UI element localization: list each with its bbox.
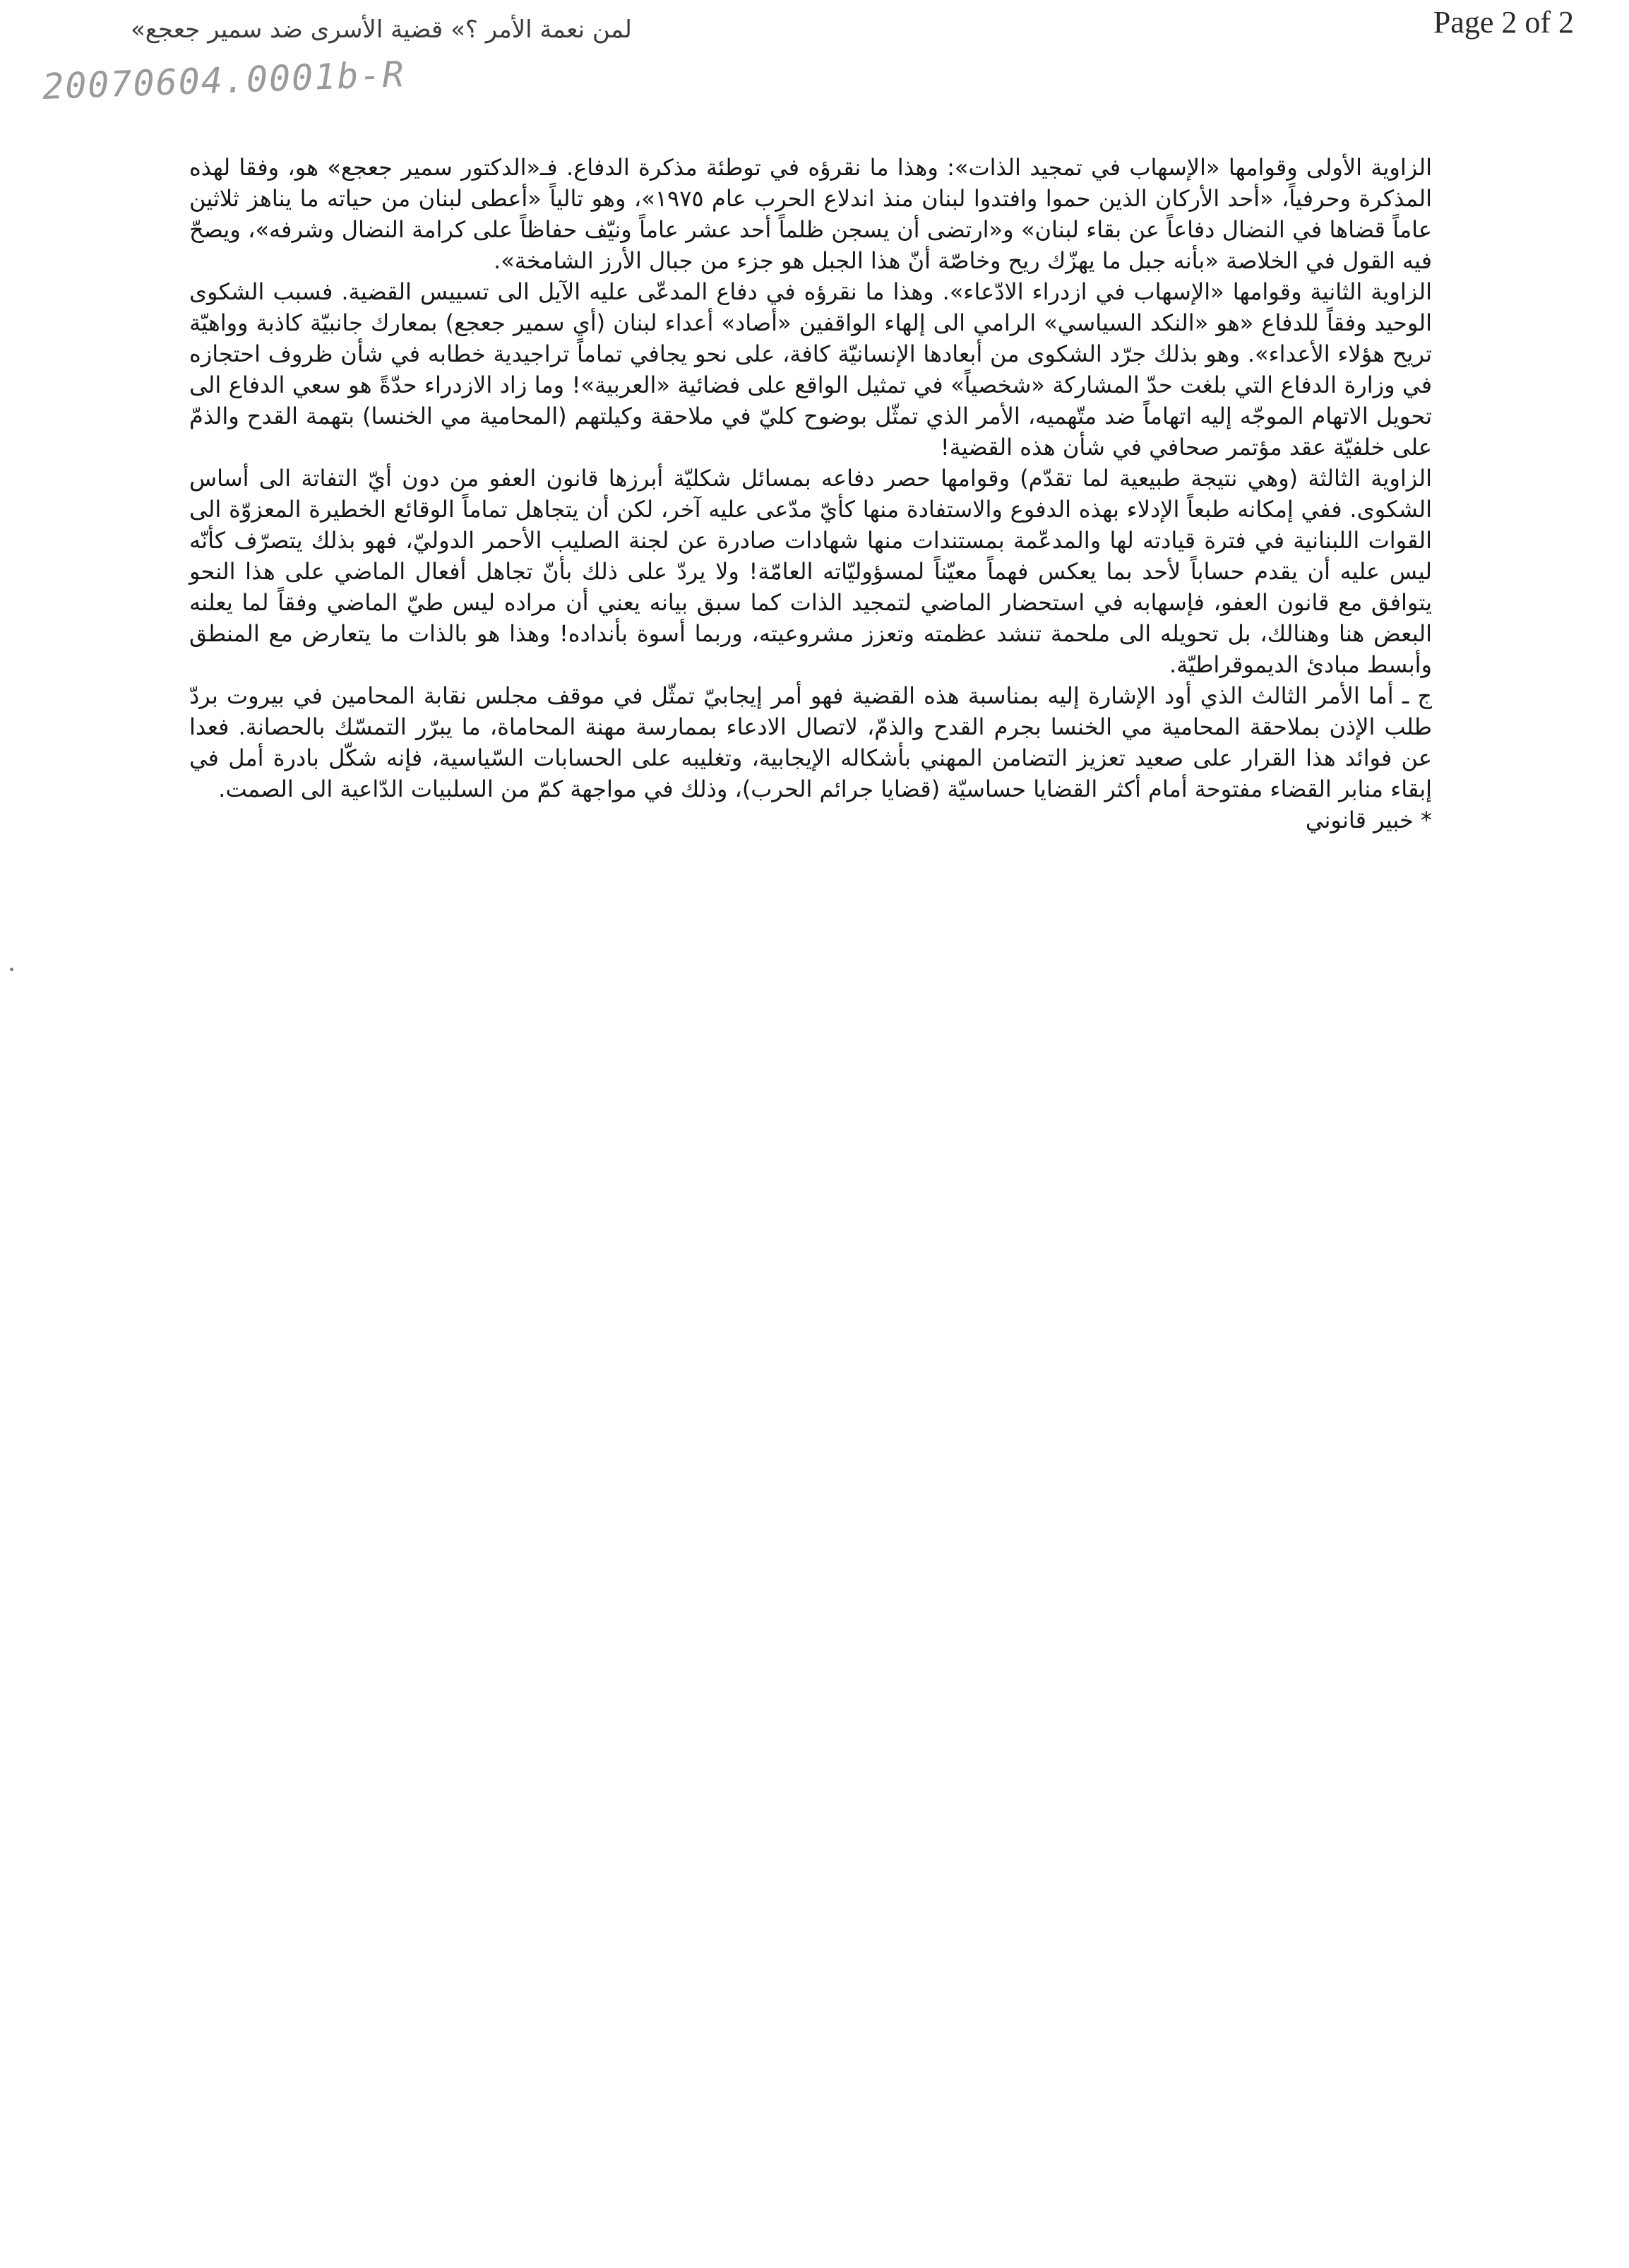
- scan-artifact: [10, 968, 13, 971]
- paragraph-second-angle: الزاوية الثانية وقوامها «الإسهاب في ازدراء الادّعاء». وهذا ما نقرؤه في دفاع المدعّى عليه الآيل الى تسييس القضية. فسبب الشكوى الوحيد وفقاً للدفاع «هو «النكد السياسي» الرامي الى إلهاء الواقفين «أصاد» أعداء لبنان (أي سمير جعجع) بمعارك جانبيّة كاذبة وواهيّة تريح هؤلاء الأعداء». وهو بذلك جرّد الشكوى من أبعادها الإنسانيّة كافة، على نحو يجافي تماماً تراجيدية خطابه في شأن ظروف احتجازه في وزارة الدفاع التي بلغت حدّ المشاركة «شخصياً» في تمثيل الواقع على فضائية «العربية»! وما زاد الازدراء حدّةً هو سعي الدفاع الى تحويل الاتهام الموجّه إليه اتهاماً ضد متّهميه، الأمر الذي تمثّل بوضوح كليّ في ملاحقة وكيلتهم (المحامية مي الخنسا) بتهمة القدح والذمّ على خلفيّة عقد مؤتمر صحافي في شأن هذه القضية!: [189, 278, 1432, 461]
- page-number: Page 2 of 2: [1433, 5, 1574, 40]
- paragraph-first-angle: الزاوية الأولى وقوامها «الإسهاب في تمجيد الذات»: وهذا ما نقرؤه في توطئة مذكرة الدفاع. فـ«الدكتور سمير جعجع» هو، وفقا لهذه المذكرة وحرفياً، «أحد الأركان الذين حموا وافتدوا لبنان منذ اندلاع الحرب عام ١٩٧٥»، وهو تالياً «أعطى لبنان من حياته ما يناهز ثلاثين عاماً قضاها في النضال دفاعاً عن بقاء لبنان» و«ارتضى أن يسجن ظلماً أحد عشر عاماً ونيّف حفاظاً على كرامة النضال وشرفه»، ويصحّ فيه القول في الخلاصة «بأنه جبل ما يهزّك ريح وخاصّة أنّ هذا الجبل هو جزء من جبال الأرز الشامخة».: [189, 154, 1433, 274]
- paragraph-third-angle: الزاوية الثالثة (وهي نتيجة طبيعية لما تقدّم) وقوامها حصر دفاعه بمسائل شكليّة أبرزها قانون العفو من دون أيّ التفاتة الى أساس الشكوى. ففي إمكانه طبعاً الإدلاء بهذه الدفوع والاستفادة منها كأيّ مدّعى عليه آخر، لكن أن يتجاهل تماماً الوقائع الخطيرة المعزوّة الى القوات اللبنانية في فترة قيادته لها والمدعّمة بمستندات منها شهادات صادرة عن لجنة الصليب الأحمر الدوليّ، فهو بذلك يتصرّف كأنّه ليس عليه أن يقدم حساباً لأحد بما يعكس فهماً معيّناً لمسؤوليّاته العامّة! ولا يردّ على ذلك بأنّ تجاهل أفعال الماضي على هذا النحو يتوافق مع قانون العفو، فإسهابه في استحضار الماضي لتمجيد الذات كما سبق بيانه يعني أن مراده ليس طيّ الماضي وفقاً لما يعلنه البعض هنا وهنالك، بل تحويله الى ملحمة تنشد عظمته وتعزز مشروعيته، وربما أسوة بأنداده! وهذا هو بالذات ما يتعارض مع المنطق وأبسط مبادئ الديموقراطيّة.: [189, 465, 1432, 678]
- paragraph-third-matter: ج ـ أما الأمر الثالث الذي أود الإشارة إليه بمناسبة هذه القضية فهو أمر إيجابيّ تمثّل في موقف مجلس نقابة المحامين في بيروت بردّ طلب الإذن بملاحقة المحامية مي الخنسا بجرم القدح والذمّ، لاتصال الادعاء بممارسة مهنة المحاماة، ما يبرّر التمسّك بالحصانة. فعدا عن فوائد هذا القرار على صعيد تعزيز التضامن المهني بأشكاله الإيجابية، وتغليبه على الحسابات السّياسية، فإنه شكّل بادرة أمل في إبقاء منابر القضاء مفتوحة أمام أكثر القضايا حساسيّة (قضايا جرائم الحرب)، وذلك في مواجهة كمّ من السلبيات الدّاعية الى الصمت.: [189, 682, 1432, 802]
- document-stamp: 20070604.0001b-R: [42, 54, 406, 107]
- header-title: لمن نعمة الأمر ؟» قضية الأسرى ضد سمير جعجع»: [131, 16, 632, 44]
- author-signature: * خبير قانوني: [1305, 807, 1432, 833]
- article-body: [189, 152, 1432, 836]
